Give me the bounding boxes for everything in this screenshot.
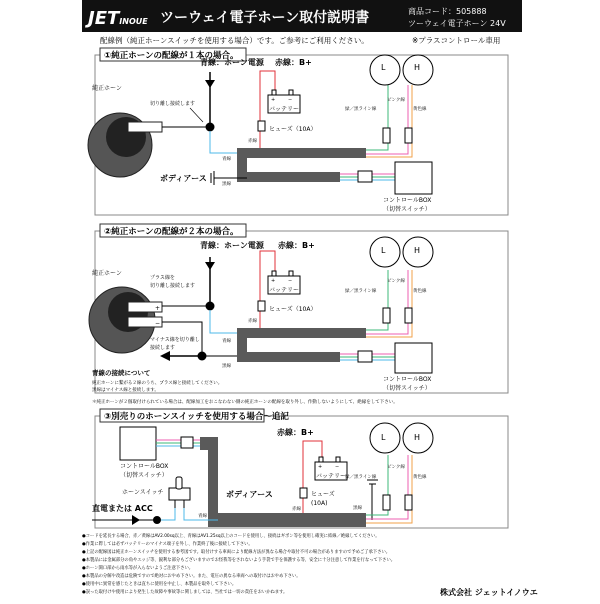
black-wire-label: 黒線	[222, 364, 231, 369]
plus-label: +	[271, 278, 276, 284]
black-wire-label: 黒線	[353, 506, 362, 511]
control-box-label: コントロールBOX	[383, 376, 432, 383]
red-b-label: 赤線：B+	[275, 58, 312, 67]
logo: JETINOUE	[88, 8, 148, 29]
product-code: 商品コード：505888	[408, 7, 487, 16]
plus-cut-label: プラス線を	[150, 275, 175, 281]
control-box-label: コントロールBOX	[383, 197, 432, 204]
switch-label: （切替スイッチ）	[120, 472, 168, 479]
note-item: ●作業に際しては必ずバッテリーのマイナス端子を外し、作業終了後に接続して下さい。	[82, 542, 253, 547]
caution-notes	[82, 532, 395, 595]
pink-label: ピンク線	[387, 98, 405, 103]
direct-acc-label: 直電または ACC	[92, 504, 153, 513]
wire-harness	[200, 437, 366, 527]
arrow-icon	[205, 262, 215, 270]
blue-power-label: 青線：ホーン電源	[200, 241, 264, 250]
note-item: ●コードを延長する場合、赤／黄線はAV2.00sq以上、青線はAV1.25sq以上のコードを使用し、接続はギボン等を使用し確実に結線／絶縁してください。	[82, 534, 380, 539]
doc-title: ツーウェイ電子ホーン取付説明書	[160, 10, 370, 26]
note-line: 黒線はマイナス線と接続します。	[92, 388, 159, 393]
battery-label: バッテリー	[316, 473, 347, 480]
section-1-title: ①純正ホーンの配線が１本の場合。	[104, 51, 239, 61]
black-wire-label: 黒線	[222, 182, 231, 187]
minus-label: −	[288, 97, 293, 103]
blue-wire-label: 青線	[222, 339, 231, 344]
intro-note: ※プラスコントロール車用	[412, 36, 501, 45]
section-1-box	[95, 55, 508, 215]
horn-h-label: H	[414, 246, 421, 255]
green-black-label: 緑／黒ライン線	[345, 289, 377, 294]
horn-l-label: L	[381, 246, 386, 255]
blue-wire-label: 青線	[198, 514, 207, 519]
fuse	[258, 121, 265, 131]
section-3-diagram	[92, 423, 433, 527]
red-b-label: 赤線：B+	[277, 428, 314, 437]
arrow-icon	[132, 515, 140, 525]
minus-terminal-label: −	[155, 320, 161, 327]
fuse-label: ヒューズ（10A）	[269, 126, 317, 133]
pink-label: ピンク線	[387, 279, 405, 284]
note-item: ●本製品には金属部分の角やエッジ等、鋭利な部分もございますのでお怪我等をされないよう手袋で手を保護する等、安全に十分注意して作業を行なって下さい。	[82, 558, 396, 563]
section-1-diagram	[88, 55, 433, 213]
footnote: ＊純正ホーンが２個取付けられている場合は、配線加工をおこなわない側の純正ホーンの配線を取り外し、作動しないようにして、絶縁をして下さい。	[92, 400, 398, 405]
intro-text: 配線例（純正ホーンスイッチを使用する場合）です。ご参考にご利用ください。	[100, 36, 369, 45]
switch-label: （切替スイッチ）	[383, 385, 431, 392]
note-title: 青線の接続について	[92, 369, 151, 377]
note-item: ●ホーン開口部から雨水等が入らないようご注意下さい。	[82, 566, 194, 571]
green-black-label: 緑／黒ライン線	[345, 475, 377, 480]
stock-horn-label: 純正ホーン	[92, 85, 122, 92]
arrow-left-icon	[160, 351, 170, 361]
fuse-rating: (10A)	[311, 500, 328, 507]
fuse	[258, 301, 265, 311]
note-item: ●誤った取付けや使用により発生した故障や事故等に関しましては、当社では一切の責任をおいかねます。	[82, 590, 288, 595]
note-line: 純正ホーンに繋がる２線のうち、プラス線と接続してください。	[92, 381, 223, 386]
plus-cut-label-2: 切り離し接続します	[150, 283, 196, 289]
plus-terminal-label: +	[155, 305, 161, 312]
red-wire-label: 赤線	[292, 507, 301, 512]
plus-label: +	[318, 464, 323, 470]
blue-wire-label: 青線	[222, 157, 231, 162]
plus-label: +	[271, 97, 276, 103]
cut-connect-label: 切り離し接続します	[150, 101, 196, 107]
yellow-label: 黄色線	[413, 475, 427, 480]
section-2-diagram	[89, 237, 433, 393]
control-box	[120, 427, 156, 460]
minus-label: −	[288, 278, 293, 284]
fuse-label: ヒューズ（10A）	[269, 306, 317, 313]
fuse-label: ヒューズ	[311, 491, 335, 498]
arrow-icon	[205, 80, 215, 88]
control-box	[395, 343, 432, 373]
section-3-title: ③別売りのホーンスイッチを使用する場合〜追記	[104, 412, 289, 422]
company-logo: 株式会社 ジェットイノウエ	[440, 588, 538, 597]
red-b-label: 赤線：B+	[278, 241, 315, 250]
minus-label: −	[335, 464, 340, 470]
blue-power-label: 青線：ホーン電源	[200, 58, 264, 67]
battery-label: バッテリー	[269, 287, 300, 294]
horn-h-label: H	[414, 63, 421, 72]
minus-cut-label-2: 接続します	[150, 345, 176, 351]
horn-switch-label: ホーンスイッチ	[122, 489, 164, 496]
red-wire-label: 赤線	[248, 319, 257, 324]
body-earth-label: ボディアース	[226, 490, 273, 499]
section-2-title: ②純正ホーンの配線が２本の場合。	[104, 227, 239, 237]
red-wire-label: 赤線	[248, 139, 257, 144]
body-earth-label: ボディアース	[160, 174, 207, 183]
minus-cut-label: マイナス線を切り離し	[150, 337, 200, 343]
note-item: ●使用中に異常を感じたときは直ちに使用を中止し、本製品を取外して下さい。	[82, 582, 237, 587]
stock-horn-label: 純正ホーン	[92, 270, 122, 277]
horn-l-label: L	[381, 433, 386, 442]
horn-h-label: H	[414, 433, 421, 442]
note-item: ●本製品の分解や改造は危険ですので絶対におやめ下さい。また、電圧の異なる車両への取付けはおやめ下さい。	[82, 574, 301, 579]
battery-label: バッテリー	[269, 106, 300, 113]
control-box	[395, 162, 432, 194]
switch-label: （切替スイッチ）	[383, 206, 431, 213]
product-name: ツーウェイ電子ホーン 24V	[408, 19, 506, 28]
pink-label: ピンク線	[387, 465, 405, 470]
green-black-label: 緑／黒ライン線	[345, 107, 377, 112]
yellow-label: 黄色線	[413, 107, 427, 112]
yellow-label: 黄色線	[413, 289, 427, 294]
fuse	[300, 488, 307, 498]
control-box-label: コントロールBOX	[120, 463, 169, 470]
horn-l-label: L	[381, 63, 386, 72]
note-item: ●上記の配線図は純正ホーンスイッチを使用する参考図です。取付けする車両により配線方法が異なる場合や取付不可の場合がありますので予めご了承下さい。	[82, 550, 391, 555]
horn-switch	[169, 488, 190, 500]
